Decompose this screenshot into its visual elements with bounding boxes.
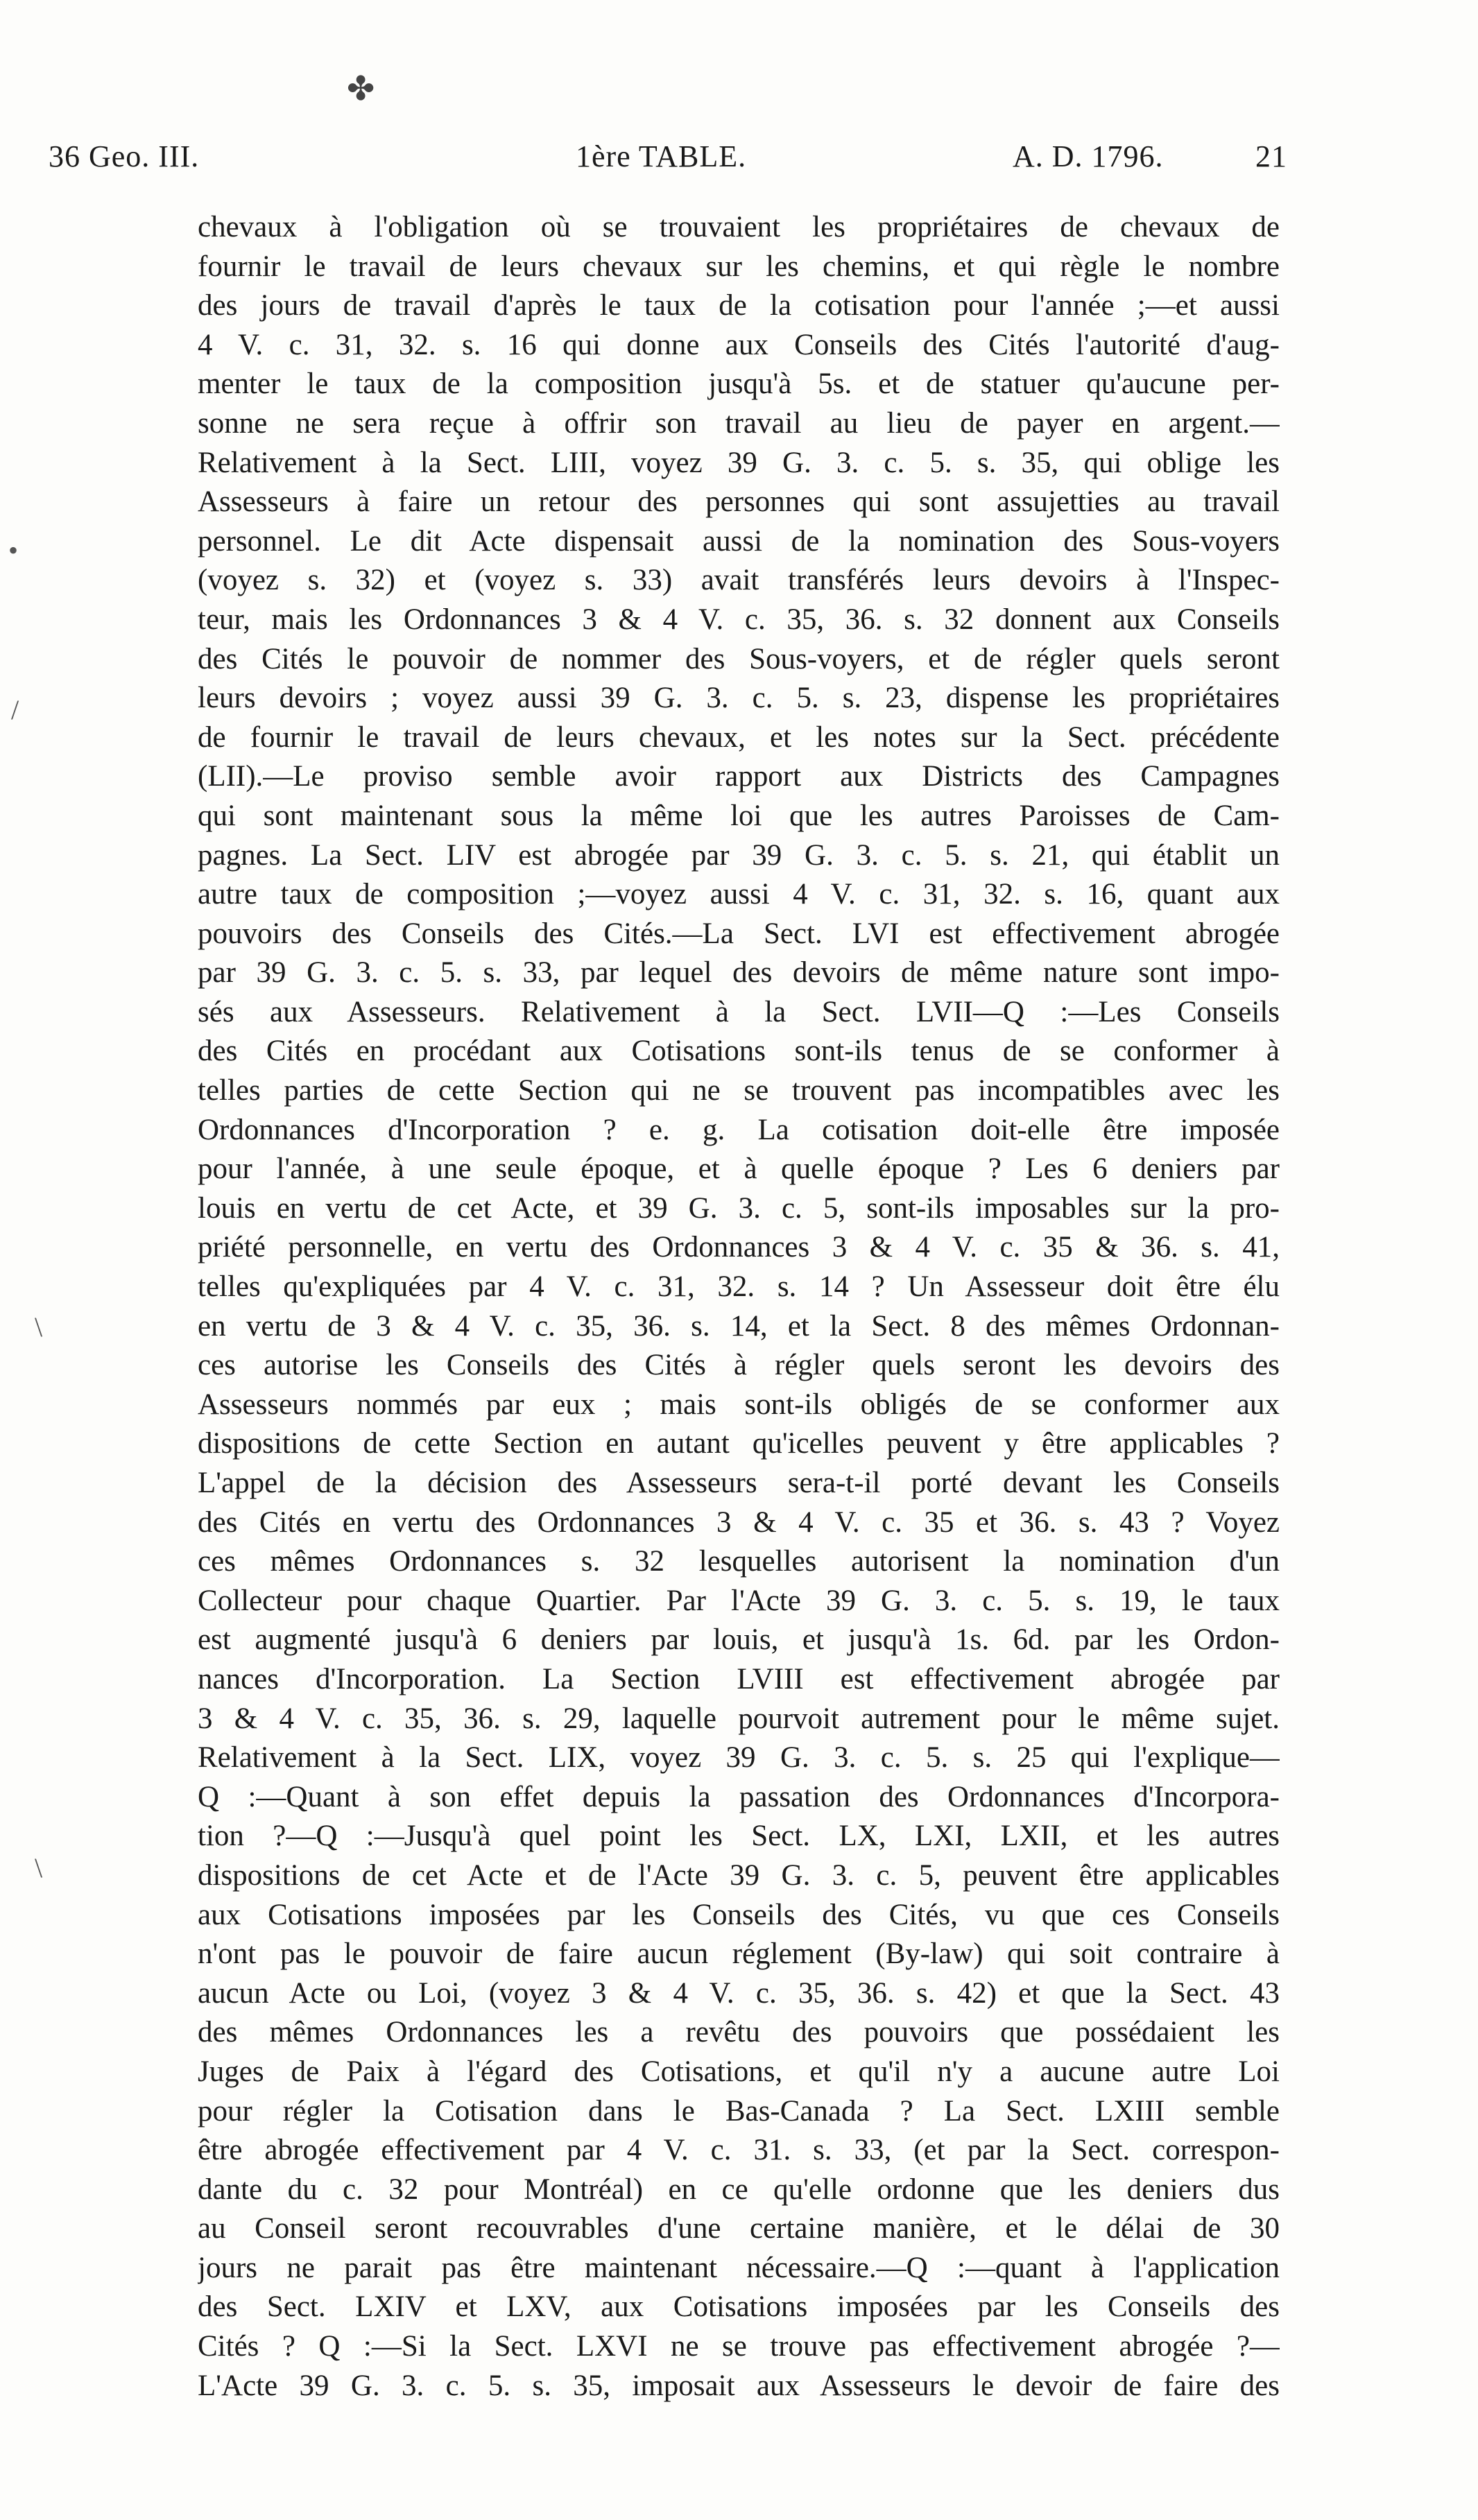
text-line: pagnes. La Sect. LIV est abrogée par 39 G. 3. c. 5. s. 21, qui établit un <box>198 838 1280 872</box>
text-line: menter le taux de la composition jusqu'à 5s. et de statuer qu'aucune per- <box>198 368 1280 401</box>
text-line: Assesseurs nommés par eux ; mais sont-ils obligés de se conformer aux <box>198 1388 1280 1421</box>
text-line: dante du c. 32 pour Montréal) en ce qu'elle ordonne que les deniers dus <box>198 2173 1280 2206</box>
text-line: priété personnelle, en vertu des Ordonnances 3 & 4 V. c. 35 & 36. s. 41, <box>198 1231 1280 1264</box>
text-line: être abrogée effectivement par 4 V. c. 31. s. 33, (et par la Sect. correspon- <box>198 2134 1280 2167</box>
text-line: Juges de Paix à l'égard des Cotisations, et qu'il n'y a aucune autre Loi <box>198 2055 1280 2088</box>
text-line: 4 V. c. 31, 32. s. 16 qui donne aux Conseils des Cités l'autorité d'aug- <box>198 328 1280 361</box>
text-line: en vertu de 3 & 4 V. c. 35, 36. s. 14, et la Sect. 8 des mêmes Ordonnan- <box>198 1309 1280 1343</box>
text-line: pour l'année, à une seule époque, et à quelle époque ? Les 6 deniers par <box>198 1153 1280 1186</box>
text-line: des Cités en procédant aux Cotisations sont-ils tenus de se conformer à <box>198 1035 1280 1068</box>
text-line: louis en vertu de cet Acte, et 39 G. 3. c. 5, sont-ils imposables sur la pro- <box>198 1191 1280 1225</box>
margin-mark: \ <box>35 1311 43 1343</box>
text-line: n'ont pas le pouvoir de faire aucun réglement (By-law) qui soit contraire à <box>198 1938 1280 1971</box>
header-table-title: 1ère TABLE. <box>576 139 747 173</box>
text-line: Ordonnances d'Incorporation ? e. g. La cotisation doit-elle être imposée <box>198 1113 1280 1146</box>
text-line: L'appel de la décision des Assesseurs sera-t-il porté devant les Conseils <box>198 1467 1280 1499</box>
text-line: de fournir le travail de leurs chevaux, et les notes sur la Sect. précédente <box>198 720 1280 754</box>
text-line: Assesseurs à faire un retour des personnes qui sont assujetties au travail <box>198 485 1280 519</box>
text-line: telles qu'expliquées par 4 V. c. 31, 32. s. 14 ? Un Assesseur doit être élu <box>198 1270 1280 1304</box>
body-text <box>198 208 1280 2406</box>
header-statute: 36 Geo. III. <box>49 139 200 173</box>
text-line: (LII).—Le proviso semble avoir rapport aux Districts des Campagnes <box>198 760 1280 793</box>
text-line: pouvoirs des Conseils des Cités.—La Sect. LVI est effectivement abrogée <box>198 917 1280 950</box>
text-line: dispositions de cette Section en autant qu'icelles peuvent y être applicables ? <box>198 1427 1280 1460</box>
text-line: des Cités le pouvoir de nommer des Sous-voyers, et de régler quels seront <box>198 642 1280 675</box>
text-line: des jours de travail d'après le taux de la cotisation pour l'année ;—et aussi <box>198 289 1280 322</box>
text-line: Cités ? Q :—Si la Sect. LXVI ne se trouve pas effectivement abrogée ?— <box>198 2330 1280 2363</box>
header-year: A. D. 1796. <box>1013 139 1164 173</box>
text-line: tion ?—Q :—Jusqu'à quel point les Sect. LX, LXI, LXII, et les autres <box>198 1820 1280 1853</box>
text-line: personnel. Le dit Acte dispensait aussi de la nomination des Sous-voyers <box>198 524 1280 558</box>
text-line: est augmenté jusqu'à 6 deniers par louis, et jusqu'à 1s. 6d. par les Ordon- <box>198 1623 1280 1657</box>
text-line: sonne ne sera reçue à offrir son travail au lieu de payer en argent.— <box>198 406 1280 440</box>
text-line: qui sont maintenant sous la même loi que les autres Paroisses de Cam- <box>198 799 1280 832</box>
text-line: des Cités en vertu des Ordonnances 3 & 4 V. c. 35 et 36. s. 43 ? Voyez <box>198 1505 1280 1539</box>
text-line: telles parties de cette Section qui ne se trouvent pas incompatibles avec les <box>198 1074 1280 1107</box>
margin-mark: / <box>11 694 19 725</box>
text-line: nances d'Incorporation. La Section LVIII est effectivement abrogée par <box>198 1662 1280 1695</box>
text-line: (voyez s. 32) et (voyez s. 33) avait transférés leurs devoirs à l'Inspec- <box>198 564 1280 597</box>
text-line: leurs devoirs ; voyez aussi 39 G. 3. c. 5. s. 23, dispense les propriétaires <box>198 682 1280 715</box>
text-line: teur, mais les Ordonnances 3 & 4 V. c. 35, 36. s. 32 donnent aux Conseils <box>198 603 1280 636</box>
text-line: des Sect. LXIV et LXV, aux Cotisations imposées par les Conseils des <box>198 2290 1280 2324</box>
margin-mark: • <box>8 535 19 566</box>
text-line: chevaux à l'obligation où se trouvaient les propriétaires de chevaux de <box>198 211 1280 243</box>
text-line: Relativement à la Sect. LIX, voyez 39 G. 3. c. 5. s. 25 qui l'explique— <box>198 1741 1280 1775</box>
text-line: sés aux Assesseurs. Relativement à la Sect. LVII—Q :—Les Conseils <box>198 995 1280 1028</box>
text-line: des mêmes Ordonnances les a revêtu des pouvoirs que possédaient les <box>198 2016 1280 2049</box>
text-line: par 39 G. 3. c. 5. s. 33, par lequel des devoirs de même nature sont impo- <box>198 956 1280 990</box>
page-number: 21 <box>1255 139 1287 173</box>
text-line: dispositions de cet Acte et de l'Acte 39 G. 3. c. 5, peuvent être applicables <box>198 1858 1280 1892</box>
text-line: Q :—Quant à son effet depuis la passation des Ordonnances d'Incorpora- <box>198 1780 1280 1813</box>
text-line: ces autorise les Conseils des Cités à régler quels seront les devoirs des <box>198 1349 1280 1382</box>
running-header <box>49 139 1287 187</box>
text-line: fournir le travail de leurs chevaux sur les chemins, et qui règle le nombre <box>198 250 1280 283</box>
text-line: autre taux de composition ;—voyez aussi 4 V. c. 31, 32. s. 16, quant aux <box>198 878 1280 911</box>
text-line: Relativement à la Sect. LIII, voyez 39 G. 3. c. 5. s. 35, qui oblige les <box>198 446 1280 479</box>
margin-mark: \ <box>35 1852 43 1883</box>
text-line: aucun Acte ou Loi, (voyez 3 & 4 V. c. 35, 36. s. 42) et que la Sect. 43 <box>198 1976 1280 2010</box>
text-line: aux Cotisations imposées par les Conseils des Cités, vu que ces Conseils <box>198 1898 1280 1931</box>
text-line: L'Acte 39 G. 3. c. 5. s. 35, imposait aux Assesseurs le devoir de faire des <box>198 2369 1280 2402</box>
text-line: pour régler la Cotisation dans le Bas-Canada ? La Sect. LXIII semble <box>198 2094 1280 2128</box>
text-line: ces mêmes Ordonnances s. 32 lesquelles autorisent la nomination d'un <box>198 1545 1280 1578</box>
text-line: 3 & 4 V. c. 35, 36. s. 29, laquelle pourvoit autrement pour le même sujet. <box>198 1702 1280 1735</box>
text-line: au Conseil seront recouvrables d'une certaine manière, et le délai de 30 <box>198 2212 1280 2245</box>
text-line: Collecteur pour chaque Quartier. Par l'Acte 39 G. 3. c. 5. s. 19, le taux <box>198 1584 1280 1617</box>
printer-ornament: ✤ <box>347 71 375 107</box>
text-line: jours ne parait pas être maintenant nécessaire.—Q :—quant à l'application <box>198 2251 1280 2284</box>
